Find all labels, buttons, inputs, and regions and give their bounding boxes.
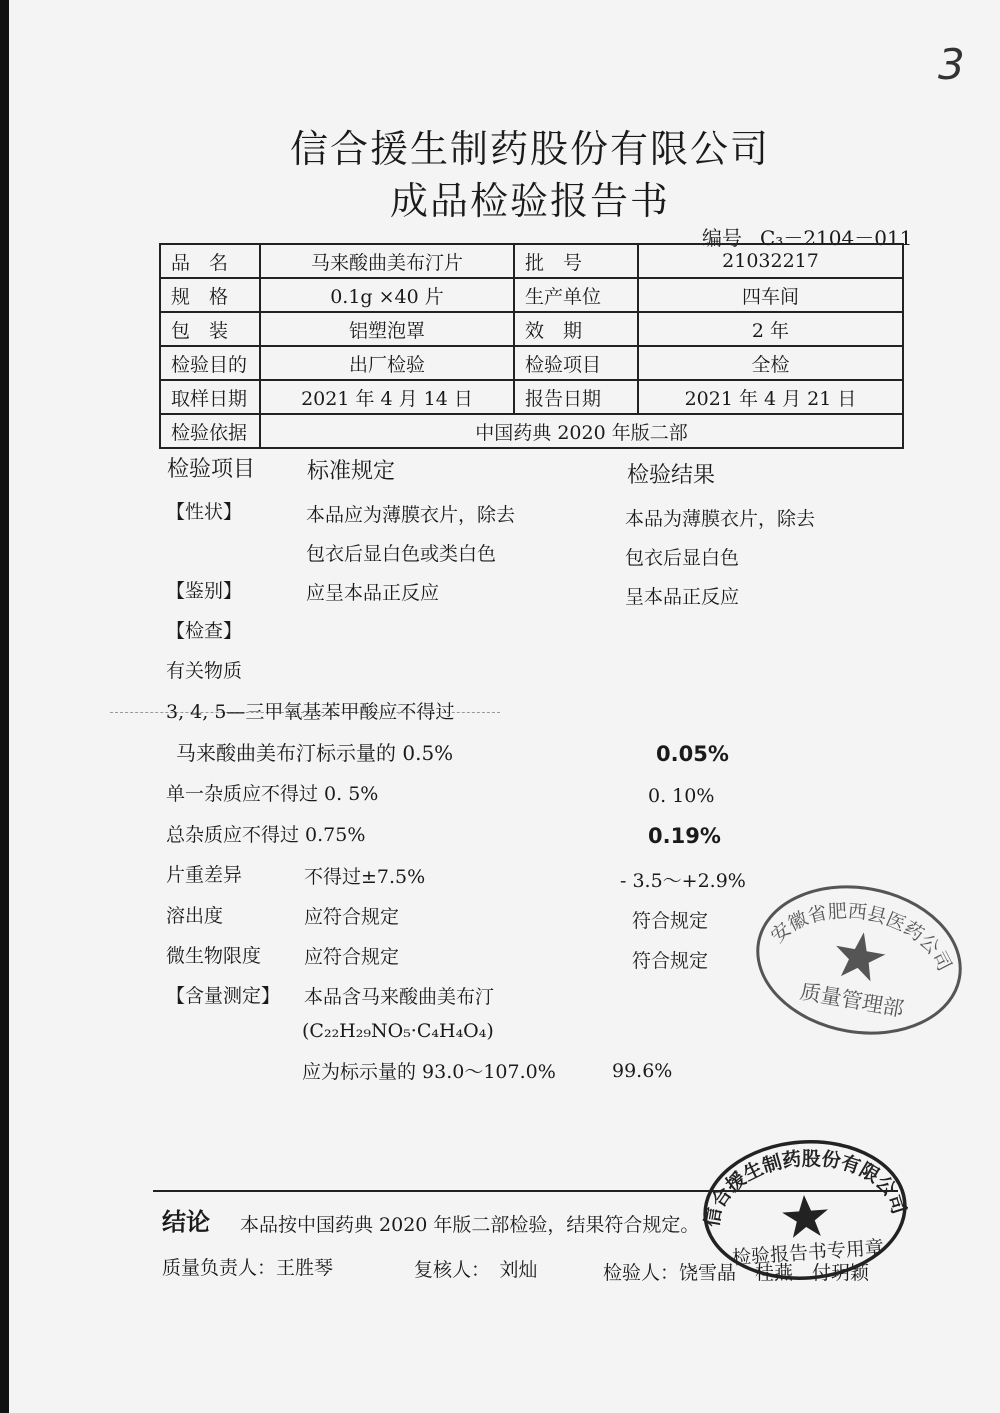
dissolution-result: 符合规定 [632,910,709,932]
related-substances-result: 0.05% [656,742,729,766]
microbial-limit-result: 符合规定 [632,950,709,972]
related-substances-line-2: 马来酸曲美布汀标示量的 0.5% [176,741,454,765]
company-title: 信合援生制药股份有限公司 [289,127,770,171]
assay-formula: (C₂₂H₂₉NO₅·C₄H₄O₄) [302,1020,494,1042]
header-item: 检验项目 [167,457,256,482]
pack-value: 铝塑泡罩 [260,312,514,346]
assay-standard-3: 应为标示量的 93.0～107.0% [302,1061,556,1083]
reviewer-signature: 复核人： 刘灿 [414,1259,538,1281]
assay-result: 99.6% [612,1060,673,1082]
character-result-1: 本品为薄膜衣片，除去 [625,508,816,530]
weight-variation-result: - 3.5～+2.9% [620,870,746,892]
single-impurity-result: 0. 10% [648,785,715,807]
spec-label: 规 格 [160,278,260,312]
dissolution-label: 溶出度 [166,905,224,927]
table-row [160,346,903,380]
related-substances-label: 有关物质 [166,660,243,682]
validity-value: 2 年 [638,312,903,346]
inspector-signature: 检验人：饶雪晶 桂燕 付玥颖 [603,1262,870,1284]
character-standard-2: 包衣后显白色或类白色 [306,543,497,565]
batch-label: 批 号 [514,244,638,278]
qa-stamp-outer-text: 安徽省肥西县医药公司 [766,900,956,975]
total-impurity-result: 0.19% [648,824,721,848]
identification-label: 【鉴别】 [166,580,243,602]
single-impurity-standard: 单一杂质应不得过 0. 5% [166,783,379,805]
validity-label: 效 期 [514,312,638,346]
spec-value: 0.1g ×40 片 [260,278,514,312]
document-number-value: C₃－2104－011 [760,226,913,250]
company-stamp-inner-text: 检验报告书专用章 [731,1236,885,1270]
sample-date-label: 取样日期 [160,380,260,414]
product-name-value: 马来酸曲美布汀片 [260,244,514,278]
unit-value: 四车间 [638,278,903,312]
identification-result: 呈本品正反应 [625,586,740,608]
header-standard: 标准规定 [307,459,396,484]
table-row [160,278,903,312]
microbial-limit-label: 微生物限度 [166,945,262,967]
product-info-table [159,243,904,449]
company-report-stamp [700,1135,910,1285]
pack-label: 包 装 [160,312,260,346]
company-stamp-outer-text: 信合援生制药股份有限公司 [701,1147,910,1229]
microbial-limit-standard: 应符合规定 [304,946,400,968]
items-value: 全检 [638,346,903,380]
sample-date-value: 2021 年 4 月 14 日 [260,380,514,414]
table-row [160,244,903,278]
batch-value: 21032217 [638,244,903,278]
quality-manager-signature: 质量负责人：王胜琴 [162,1257,334,1279]
conclusion-text: 本品按中国药典 2020 年版二部检验，结果符合规定。 [240,1214,700,1236]
related-substances-line-1: 3, 4, 5—三甲氧基苯甲酸应不得过 [166,701,455,723]
total-impurity-standard: 总杂质应不得过 0.75% [166,824,366,846]
qa-stamp-inner-text: 质量管理部 [798,979,906,1022]
basis-value: 中国药典 2020 年版二部 [260,414,903,448]
purpose-label: 检验目的 [160,346,260,380]
assay-label: 【含量测定】 [166,985,281,1007]
table-row [160,380,903,414]
purpose-value: 出厂检验 [260,346,514,380]
character-label: 【性状】 [166,501,243,523]
character-result-2: 包衣后显白色 [625,547,740,569]
page-number-mark: 3 [938,40,965,89]
table-row [160,312,903,346]
report-date-value: 2021 年 4 月 21 日 [638,380,903,414]
dissolution-standard: 应符合规定 [304,906,400,928]
document-number-label: 编号 [702,226,742,250]
basis-label: 检验依据 [160,414,260,448]
qa-stamp-star-icon [831,928,888,983]
company-stamp-star-icon [781,1193,830,1238]
items-label: 检验项目 [514,346,638,380]
table-row [160,414,903,448]
unit-label: 生产单位 [514,278,638,312]
report-date-label: 报告日期 [514,380,638,414]
identification-standard: 应呈本品正反应 [306,582,440,604]
document-title: 成品检验报告书 [389,179,670,223]
product-name-label: 品 名 [160,244,260,278]
character-standard-1: 本品应为薄膜衣片，除去 [306,504,516,526]
conclusion-label: 结论 [162,1208,210,1236]
header-result: 检验结果 [627,463,716,488]
weight-variation-standard: 不得过±7.5% [304,866,426,888]
check-label: 【检查】 [166,620,243,642]
qa-department-stamp [752,880,967,1040]
assay-standard-1: 本品含马来酸曲美布汀 [304,986,495,1008]
weight-variation-label: 片重差异 [166,864,243,886]
